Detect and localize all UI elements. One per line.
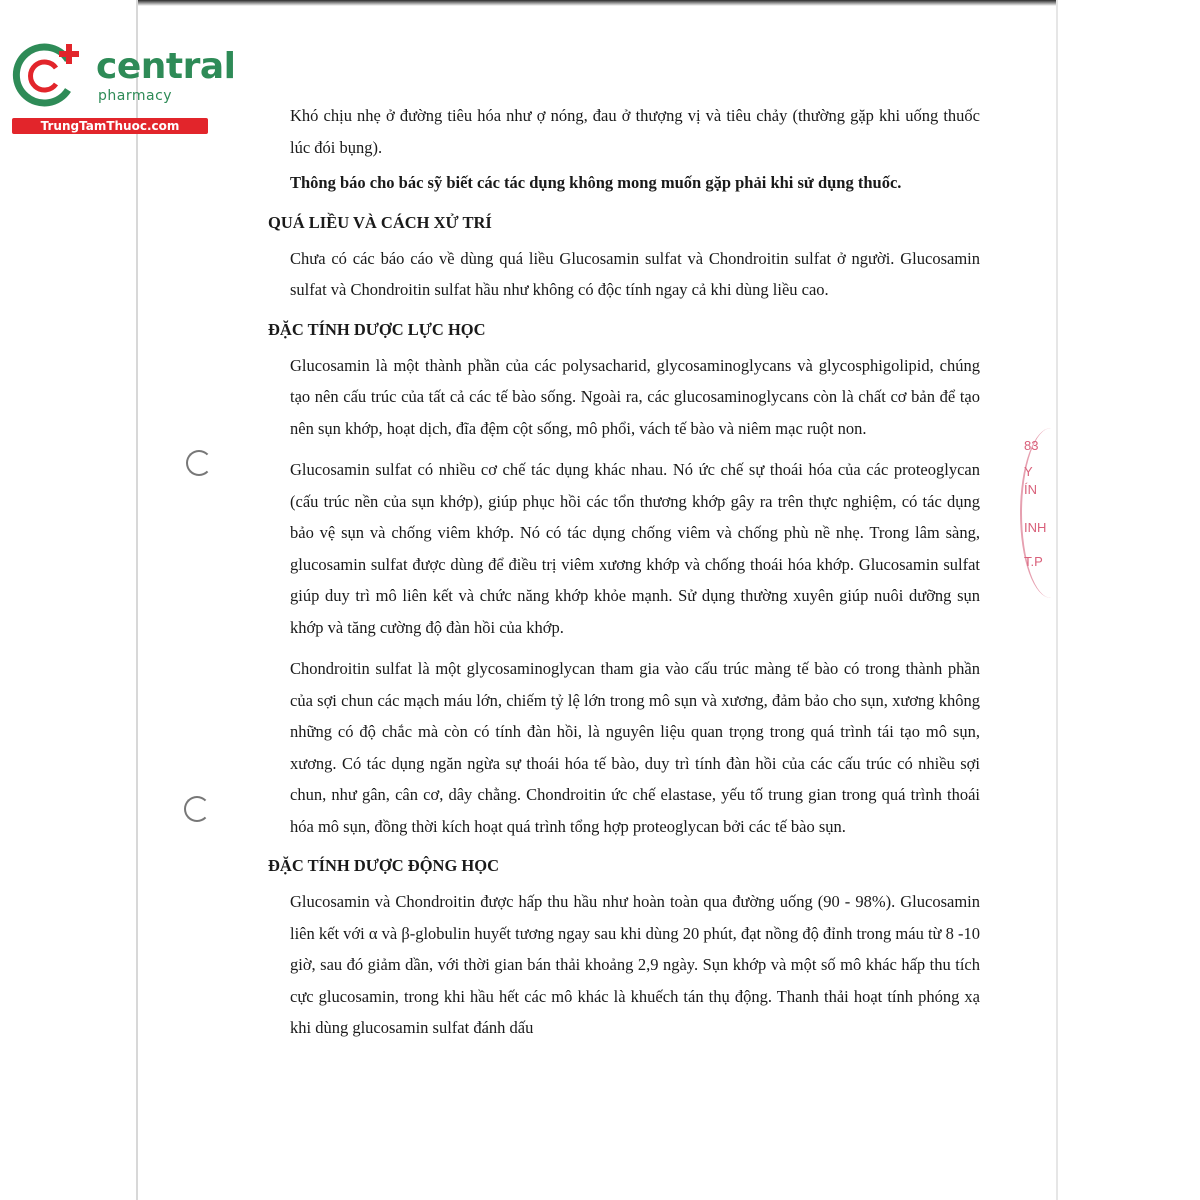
paragraph-chondroitin: Chondroitin sulfat là một glycosaminoglycan tham gia vào cấu trúc màng tế bào có trong thành phần của sợi chun các mạch máu lớn, chiếm tỷ lệ lớn trong mô sụn và xương, đảm bảo cho sụn, xương không những có độ chắc mà còn có tính đàn hồi, là nguyên liệu quan trọng trong quá trình tái tạo mô sụn, xương. Có tác dụng ngăn ngừa sự thoái hóa tế bào, duy trì tính đàn hồi của các cấu trúc có nhiều sợi chun, như gân, cân cơ, dây chằng. Chondroitin ức chế elastase, yếu tố trung gian trong quá trình thoái hóa mô sụn, đồng thời kích hoạt quá trình tổng hợp proteoglycan bởi các tế bào sụn. [290, 659, 980, 836]
document-body [268, 100, 980, 1044]
paragraph-side-effects: Khó chịu nhẹ ở đường tiêu hóa như ợ nóng, đau ở thượng vị và tiêu chảy (thường gặp khi uống thuốc lúc đói bụng). [290, 106, 980, 157]
punch-hole-mark [184, 796, 210, 822]
scan-page-edge-right [1056, 0, 1058, 1200]
scan-top-shadow [136, 0, 1058, 6]
logo-brand-name: central [96, 46, 236, 87]
red-seal-stamp [1020, 428, 1060, 598]
stamp-text: T.P [1024, 554, 1043, 569]
scan-page-edge-left [136, 0, 138, 1200]
paragraph-glucosamine-sulfate: Glucosamin sulfat có nhiều cơ chế tác dụng khác nhau. Nó ức chế sự thoái hóa của các proteoglycan (cấu trúc nền của sụn khớp), giúp phục hồi các tổn thương khớp gây ra trên thực nghiệm, có tác dụng bảo vệ sụn và chống viêm khớp. Nó có tác dụng chống viêm và chống phù nề nhẹ. Trong lâm sàng, glucosamin sulfat được dùng để điều trị viêm xương khớp và chống thoái hóa khớp. Glucosamin sulfat giúp duy trì mô liên kết và chức năng khớp khỏe mạnh. Sử dụng thường xuyên giúp nuôi dưỡng sụn khớp và tăng cường độ đàn hồi của khớp. [290, 460, 980, 637]
brand-logo [10, 38, 236, 138]
stamp-ring [1020, 428, 1082, 598]
punch-hole-mark [186, 450, 212, 476]
heading-overdose: QUÁ LIỀU VÀ CÁCH XỬ TRÍ [268, 212, 492, 232]
heading-pharmacokinetics: ĐẶC TÍNH DƯỢC ĐỘNG HỌC [268, 856, 500, 875]
stamp-text: Y [1024, 464, 1033, 479]
paragraph-notice: Thông báo cho bác sỹ biết các tác dụng không mong muốn gặp phải khi sử dụng thuốc. [290, 173, 902, 192]
pharmacy-cross-logo-icon [10, 38, 90, 108]
paragraph-glucosamine: Glucosamin là một thành phần của các polysacharid, glycosaminoglycans và glycosphigolipid, chúng tạo nên cấu trúc của tất cả các tế bào sống. Ngoài ra, các glucosaminoglycans còn là chất cơ bản để tạo nên sụn khớp, hoạt dịch, đĩa đệm cột sống, mô phổi, vách tế bào và niêm mạc ruột non. [290, 355, 980, 438]
stamp-text: INH [1024, 520, 1047, 535]
stamp-text: ÍN [1024, 482, 1037, 497]
logo-subtitle: pharmacy [98, 88, 173, 104]
paragraph-absorption: Glucosamin và Chondroitin được hấp thu hầu như hoàn toàn qua đường uống (90 - 98%). Glucosamin liên kết với α và β-globulin huyết tương ngay sau khi dùng 20 phút, đạt nồng độ đỉnh trong máu từ 8 -10 giờ, sau đó giảm dần, với thời gian bán thải khoảng 2,9 ngày. Sụn khớp và một số mô khác hấp thu tích cực glucosamin, trong khi hầu hết các mô khác là khuếch tán thụ động. Thanh thải hoạt tính phóng xạ khi dùng glucosamin sulfat đánh dấu [290, 892, 980, 1037]
heading-pharmacodynamics: ĐẶC TÍNH DƯỢC LỰC HỌC [268, 319, 486, 339]
stamp-text: 83 [1024, 438, 1039, 453]
logo-url-banner: TrungTamThuoc.com [12, 118, 208, 134]
paragraph-overdose: Chưa có các báo cáo về dùng quá liều Glucosamin sulfat và Chondroitin sulfat ở người. Glucosamin sulfat và Chondroitin sulfat hầu như không có độc tính ngay cả khi dùng liều cao. [290, 248, 980, 299]
